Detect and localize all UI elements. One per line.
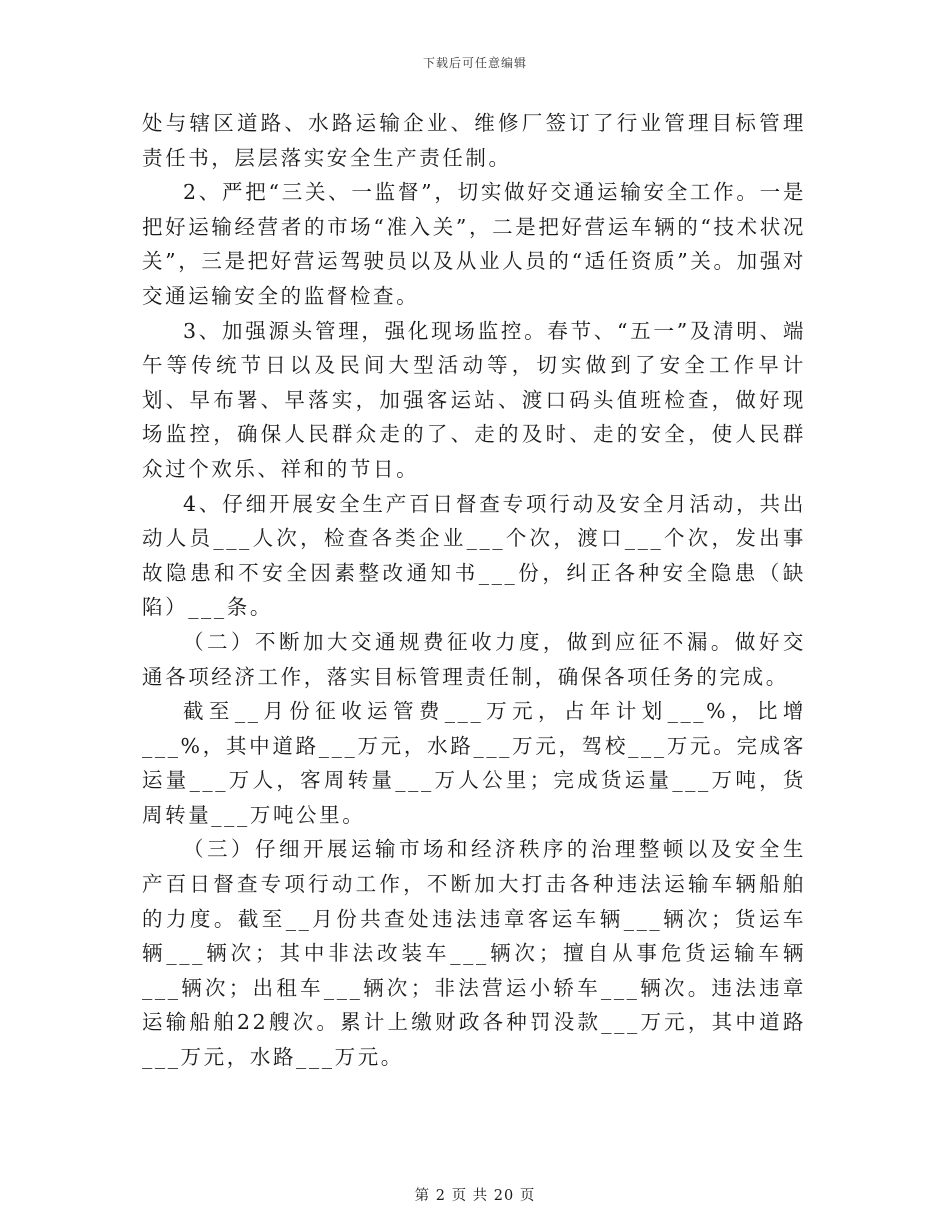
document-body [142,106,806,1075]
body-paragraph: 处与辖区道路、水路运输企业、维修厂签订了行业管理目标管理责任书，层层落实安全生产责任制。 [142,111,806,170]
body-paragraph: 2、严把“三关、一监督”，切实做好交通运输安全工作。一是把好运输经营者的市场“准入关”，二是把好营运车辆的“技术状况关”，三是把好营运驾驶员以及从业人员的“适任资质”关。加强对交通运输安全的监督检查。 [142,180,806,308]
body-paragraph: 3、加强源头管理，强化现场监控。春节、“五一”及清明、端午等传统节日以及民间大型活动等，切实做到了安全工作早计划、早布署、早落实，加强客运站、渡口码头值班检查，做好现场监控，确保人民群众走的了、走的及时、走的安全，使人民群众过个欢乐、祥和的节日。 [142,318,806,481]
body-paragraph: 截至__月份征收运管费___万元，占年计划___%，比增___%，其中道路___万元，水路___万元，驾校___万元。完成客运量___万人，客周转量___万人公里；完成货运量___万吨，货周转量___万吨公里。 [142,699,806,827]
body-paragraph: （二）不断加大交通规费征收力度，做到应征不漏。做好交通各项经济工作，落实目标管理责任制，确保各项任务的完成。 [142,629,806,689]
body-paragraph: 4、仔细开展安全生产百日督查专项行动及安全月活动，共出动人员___人次，检查各类企业___个次，渡口___个次，发出事故隐患和不安全因素整改通知书___份，纠正各种安全隐患（缺陷）___条。 [142,491,806,620]
body-paragraph: （三）仔细开展运输市场和经济秩序的治理整顿以及安全生产百日督查专项行动工作，不断加大打击各种违法运输车辆船舶的力度。截至__月份共查处违法违章客运车辆___辆次；货运车辆___辆次；其中非法改装车___辆次；擅自从事危货运输车辆___辆次；出租车___辆次；非法营运小轿车___辆次。违法违章运输船舶22艘次。累计上缴财政各种罚没款___万元，其中道路___万元，水路___万元。 [142,837,806,1070]
page-number: 第 2 页 共 20 页 [414,1188,536,1204]
page-header-note: 下载后可任意编辑 [422,56,527,70]
